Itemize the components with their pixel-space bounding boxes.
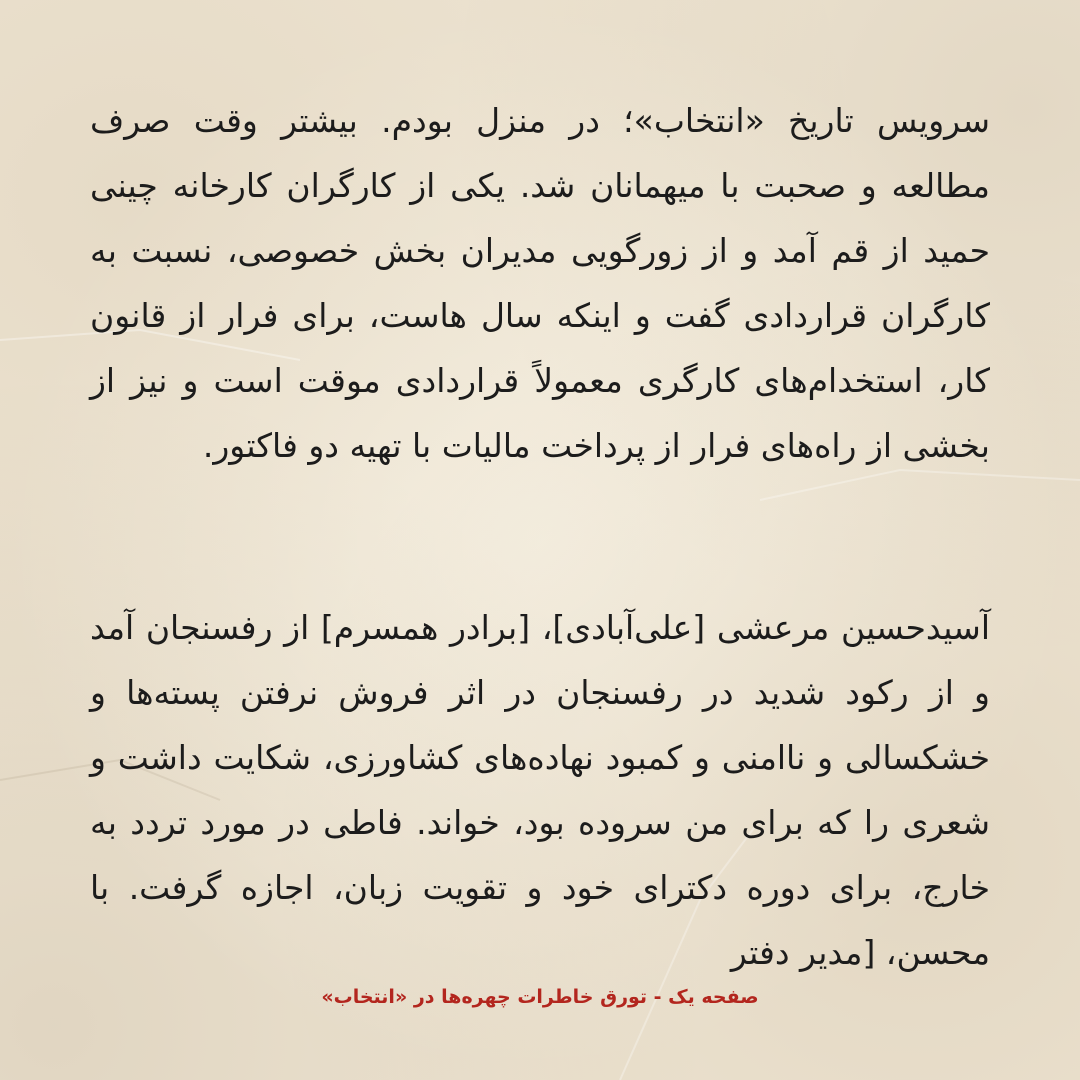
memoir-paragraph-1: سرویس تاریخ «انتخاب»؛ در منزل بودم. بیشتر وقت صرف مطالعه و صحبت با میهمانان شد. یکی از کارگران کارخانه چینی حمید از قم آمد و از زورگویی مدیران بخش خصوصی، نسبت به کارگران قراردادی گفت و اینکه سال هاست، برای فرار از قانون کار، استخدام‌های کارگری معمولاً قراردادی موقت است و نیز از بخشی از راه‌های فرار از پرداخت مالیات با تهیه دو فاکتور. <box>90 101 990 465</box>
page-caption: صفحه یک - تورق خاطرات چهره‌ها در «انتخاب» <box>321 986 759 1008</box>
memoir-paragraph-2: آسیدحسین مرعشی [علی‌آبادی]، [برادر همسرم] از رفسنجان آمد و از رکود شدید در رفسنجان در اثر فروش نرفتن پسته‌ها و خشکسالی و ناامنی و کمبود نهاده‌های کشاورزی، شکایت داشت و شعری را که برای من سروده بود، خواند. فاطی در مورد تردد به خارج، برای دوره دکترای خود و تقویت زبان، اجازه گرفت. با محسن، [مدیر دفتر <box>90 608 990 972</box>
